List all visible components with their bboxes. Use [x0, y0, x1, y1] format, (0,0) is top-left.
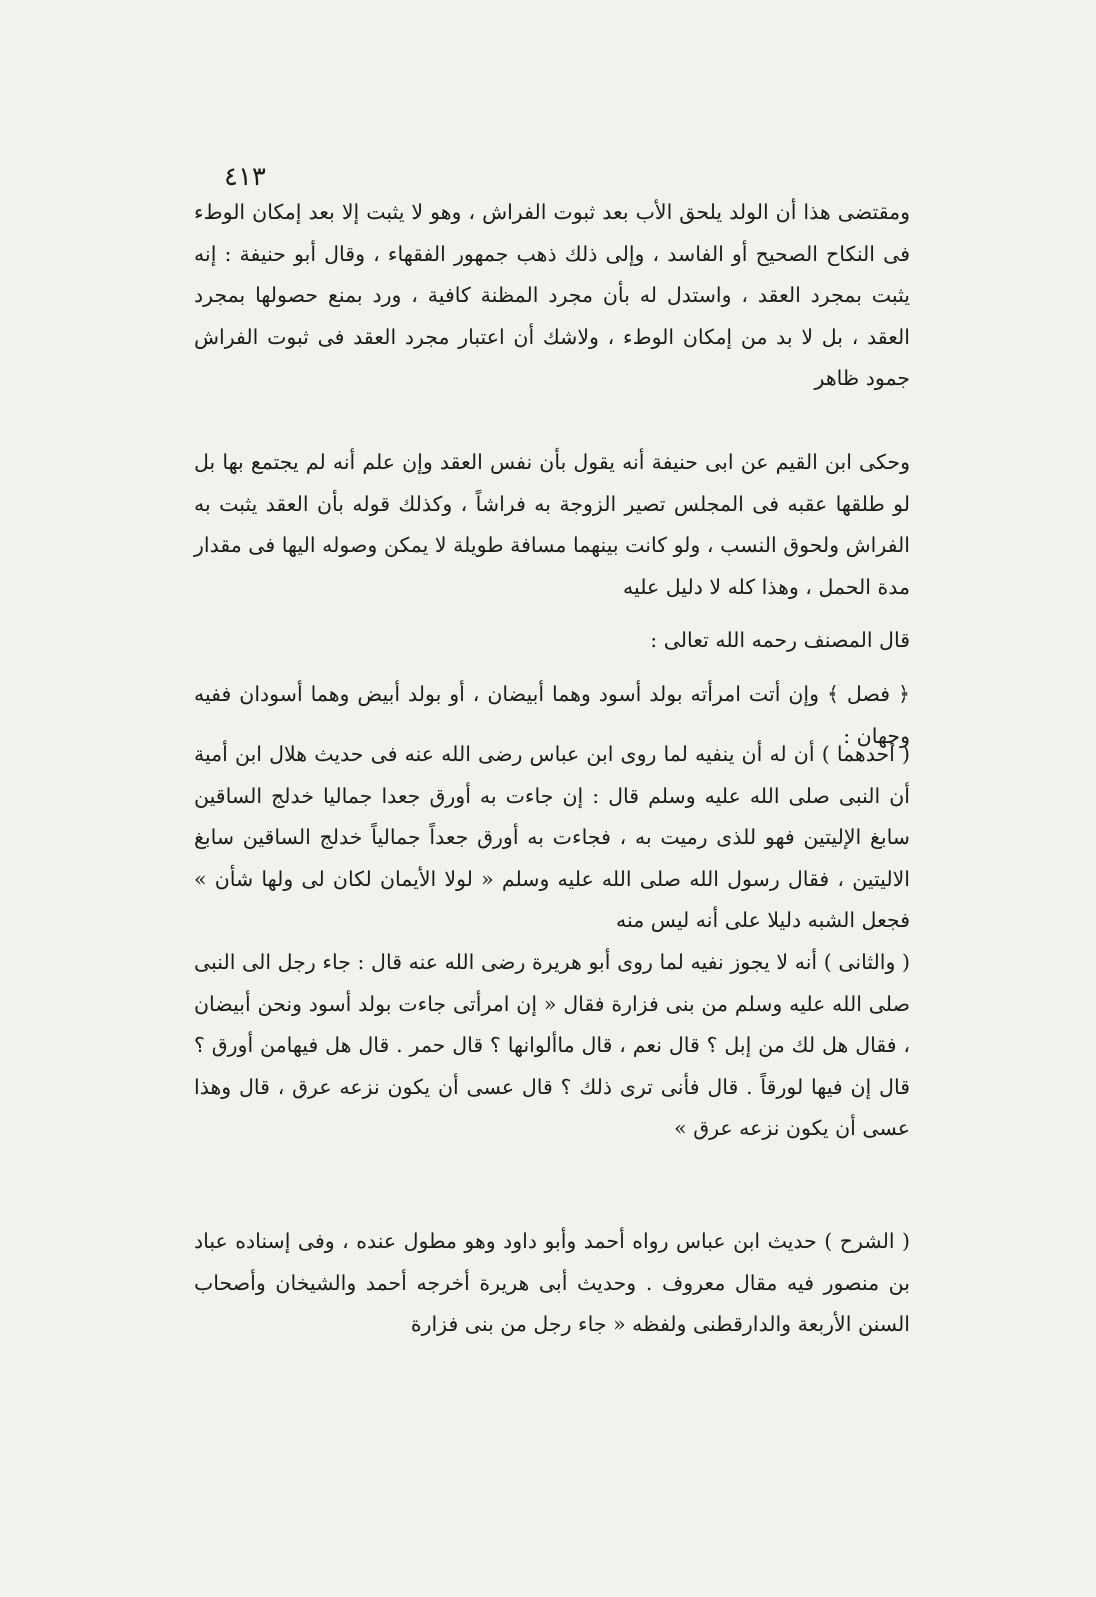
paragraph-ibn-qayyim: [194, 442, 910, 608]
paragraph-text: ﴿ فصل ﴾ وإن أتت امرأته بولد أسود وهما أبيضان ، أو بولد أبيض وهما أسودان ففيه وجهان :: [194, 682, 910, 748]
page-number: ٤١٣: [224, 162, 266, 192]
paragraph-commentary: [194, 1221, 910, 1346]
paragraph-text: ( أحدهما ) أن له أن ينفيه لما روى ابن عباس رضى الله عنه فى حديث هلال ابن أمية أن النبى صلى الله عليه وسلم قال : إن جاءت به أورق جعدا جماليا خدلج الساقين سابغ الإليتين فهو للذى رميت به ، فجاءت به أورق جعداً جمالياً خدلج الساقين سابغ الاليتين ، فقال رسول الله صلى الله عليه وسلم « لولا الأيمان لكان لى ولها شأن » فجعل الشبه دليلا على أنه ليس منه: [194, 742, 910, 933]
paragraph-text: ( والثانى ) أنه لا يجوز نفيه لما روى أبو هريرة رضى الله عنه قال : جاء رجل الى النبى صلى الله عليه وسلم من بنى فزارة فقال « إن امرأتى جاءت بولد أسود ونحن أبيضان ، فقال هل لك من إبل ؟ قال نعم ، قال ماألوانها ؟ قال حمر . قال هل فيهامن أورق ؟ قال إن فيها لورقاً . قال فأنى ترى ذلك ؟ قال عسى أن يكون نزعه عرق ، قال وهذا عسى أن يكون نزعه عرق »: [194, 950, 910, 1141]
paragraph-text: قال المصنف رحمه الله تعالى :: [650, 628, 910, 652]
paragraph-text: ومقتضى هذا أن الولد يلحق الأب بعد ثبوت الفراش ، وهو لا يثبت إلا بعد إمكان الوطء فى النكاح الصحيح أو الفاسد ، وإلى ذلك ذهب جمهور الفقهاء ، وقال أبو حنيفة : إنه يثبت بمجرد العقد ، واستدل له بأن مجرد المظنة كافية ، ورد بمنع حصولها بمجرد العقد ، بل لا بد من إمكان الوطء ، ولاشك أن اعتبار مجرد العقد فى ثبوت الفراش جمود ظاهر: [194, 200, 910, 391]
author-intro: [194, 620, 910, 662]
paragraph-text: ( الشرح ) حديث ابن عباس رواه أحمد وأبو داود وهو مطول عنده ، وفى إسناده عباد بن منصور فيه مقال معروف . وحديث أبى هريرة أخرجه أحمد والشيخان وأصحاب السنن الأربعة والدارقطنى ولفظه « جاء رجل من بنى فزارة: [194, 1229, 910, 1337]
paragraph-first-view: [194, 734, 910, 942]
paragraph-paternity: [194, 192, 910, 400]
paragraph-text: وحكى ابن القيم عن ابى حنيفة أنه يقول بأن نفس العقد وإن علم أنه لم يجتمع بها بل لو طلقها عقبه فى المجلس تصير الزوجة به فراشاً ، وكذلك قوله بأن العقد يثبت به الفراش ولحوق النسب ، ولو كانت بينهما مسافة طويلة لا يمكن وصوله اليها فى مقدار مدة الحمل ، وهذا كله لا دليل عليه: [194, 450, 910, 599]
paragraph-second-view: [194, 942, 910, 1150]
